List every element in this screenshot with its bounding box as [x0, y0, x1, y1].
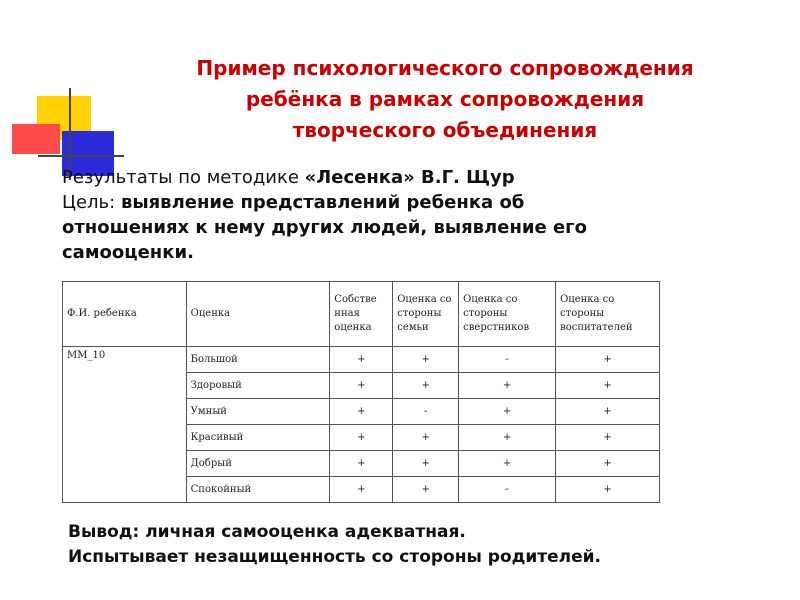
conclusion-line-2: Испытывает незащищенность со стороны родителей. [68, 547, 601, 567]
own-cell: + [330, 425, 393, 451]
own-cell: + [330, 347, 393, 373]
teachers-cell: + [556, 451, 660, 477]
goal-line-3: самооценки. [62, 242, 194, 263]
header-own: Собстве нная оценка [330, 282, 393, 347]
peers-cell: - [459, 347, 556, 373]
conclusion [68, 520, 788, 570]
table-header-row [63, 282, 660, 347]
peers-cell: + [459, 373, 556, 399]
own-cell: + [330, 451, 393, 477]
family-cell: + [393, 451, 459, 477]
results-method: «Лесенка» В.Г. Щур [304, 167, 515, 188]
teachers-cell: + [556, 373, 660, 399]
quality-cell: Большой [186, 347, 330, 373]
goal-line-1 [62, 190, 772, 215]
quality-cell: Спокойный [186, 477, 330, 503]
goal-line-2: отношениях к нему других людей, выявление его [62, 217, 587, 238]
quality-cell: Добрый [186, 451, 330, 477]
family-cell: + [393, 347, 459, 373]
results-line [62, 165, 772, 190]
decor-horizontal-line [38, 155, 124, 157]
title-line-3: творческого объединения [292, 118, 598, 142]
header-teachers: Оценка со стороны воспитателей [556, 282, 660, 347]
family-cell: + [393, 425, 459, 451]
teachers-cell: + [556, 399, 660, 425]
peers-cell: + [459, 425, 556, 451]
peers-cell: - [459, 477, 556, 503]
peers-cell: + [459, 399, 556, 425]
goal-label: Цель: [62, 192, 121, 213]
own-cell: + [330, 399, 393, 425]
slide-title [95, 53, 795, 146]
peers-cell: + [459, 451, 556, 477]
header-rating: Оценка [186, 282, 330, 347]
conclusion-line-1: Вывод: личная самооценка адекватная. [68, 522, 466, 542]
teachers-cell: + [556, 477, 660, 503]
results-prefix: Результаты по методике [62, 167, 305, 188]
header-name: Ф.И. ребенка [63, 282, 187, 347]
own-cell: + [330, 477, 393, 503]
quality-cell: Здоровый [186, 373, 330, 399]
child-name: ММ_10 [63, 347, 187, 503]
title-line-2: ребёнка в рамках сопровождения [245, 87, 645, 111]
quality-cell: Красивый [186, 425, 330, 451]
family-cell: + [393, 477, 459, 503]
goal-text-1: выявление представлений ребенка об [120, 192, 525, 213]
results-table [62, 281, 660, 503]
quality-cell: Умный [186, 399, 330, 425]
teachers-cell: + [556, 347, 660, 373]
family-cell: + [393, 373, 459, 399]
own-cell: + [330, 373, 393, 399]
header-peers: Оценка со стороны сверстников [459, 282, 556, 347]
header-family: Оценка со стороны семьи [393, 282, 459, 347]
family-cell: - [393, 399, 459, 425]
title-line-1: Пример психологического сопровождения [196, 56, 694, 80]
table-row [63, 347, 660, 373]
decor-red-square [12, 124, 60, 154]
teachers-cell: + [556, 425, 660, 451]
description [62, 165, 772, 265]
